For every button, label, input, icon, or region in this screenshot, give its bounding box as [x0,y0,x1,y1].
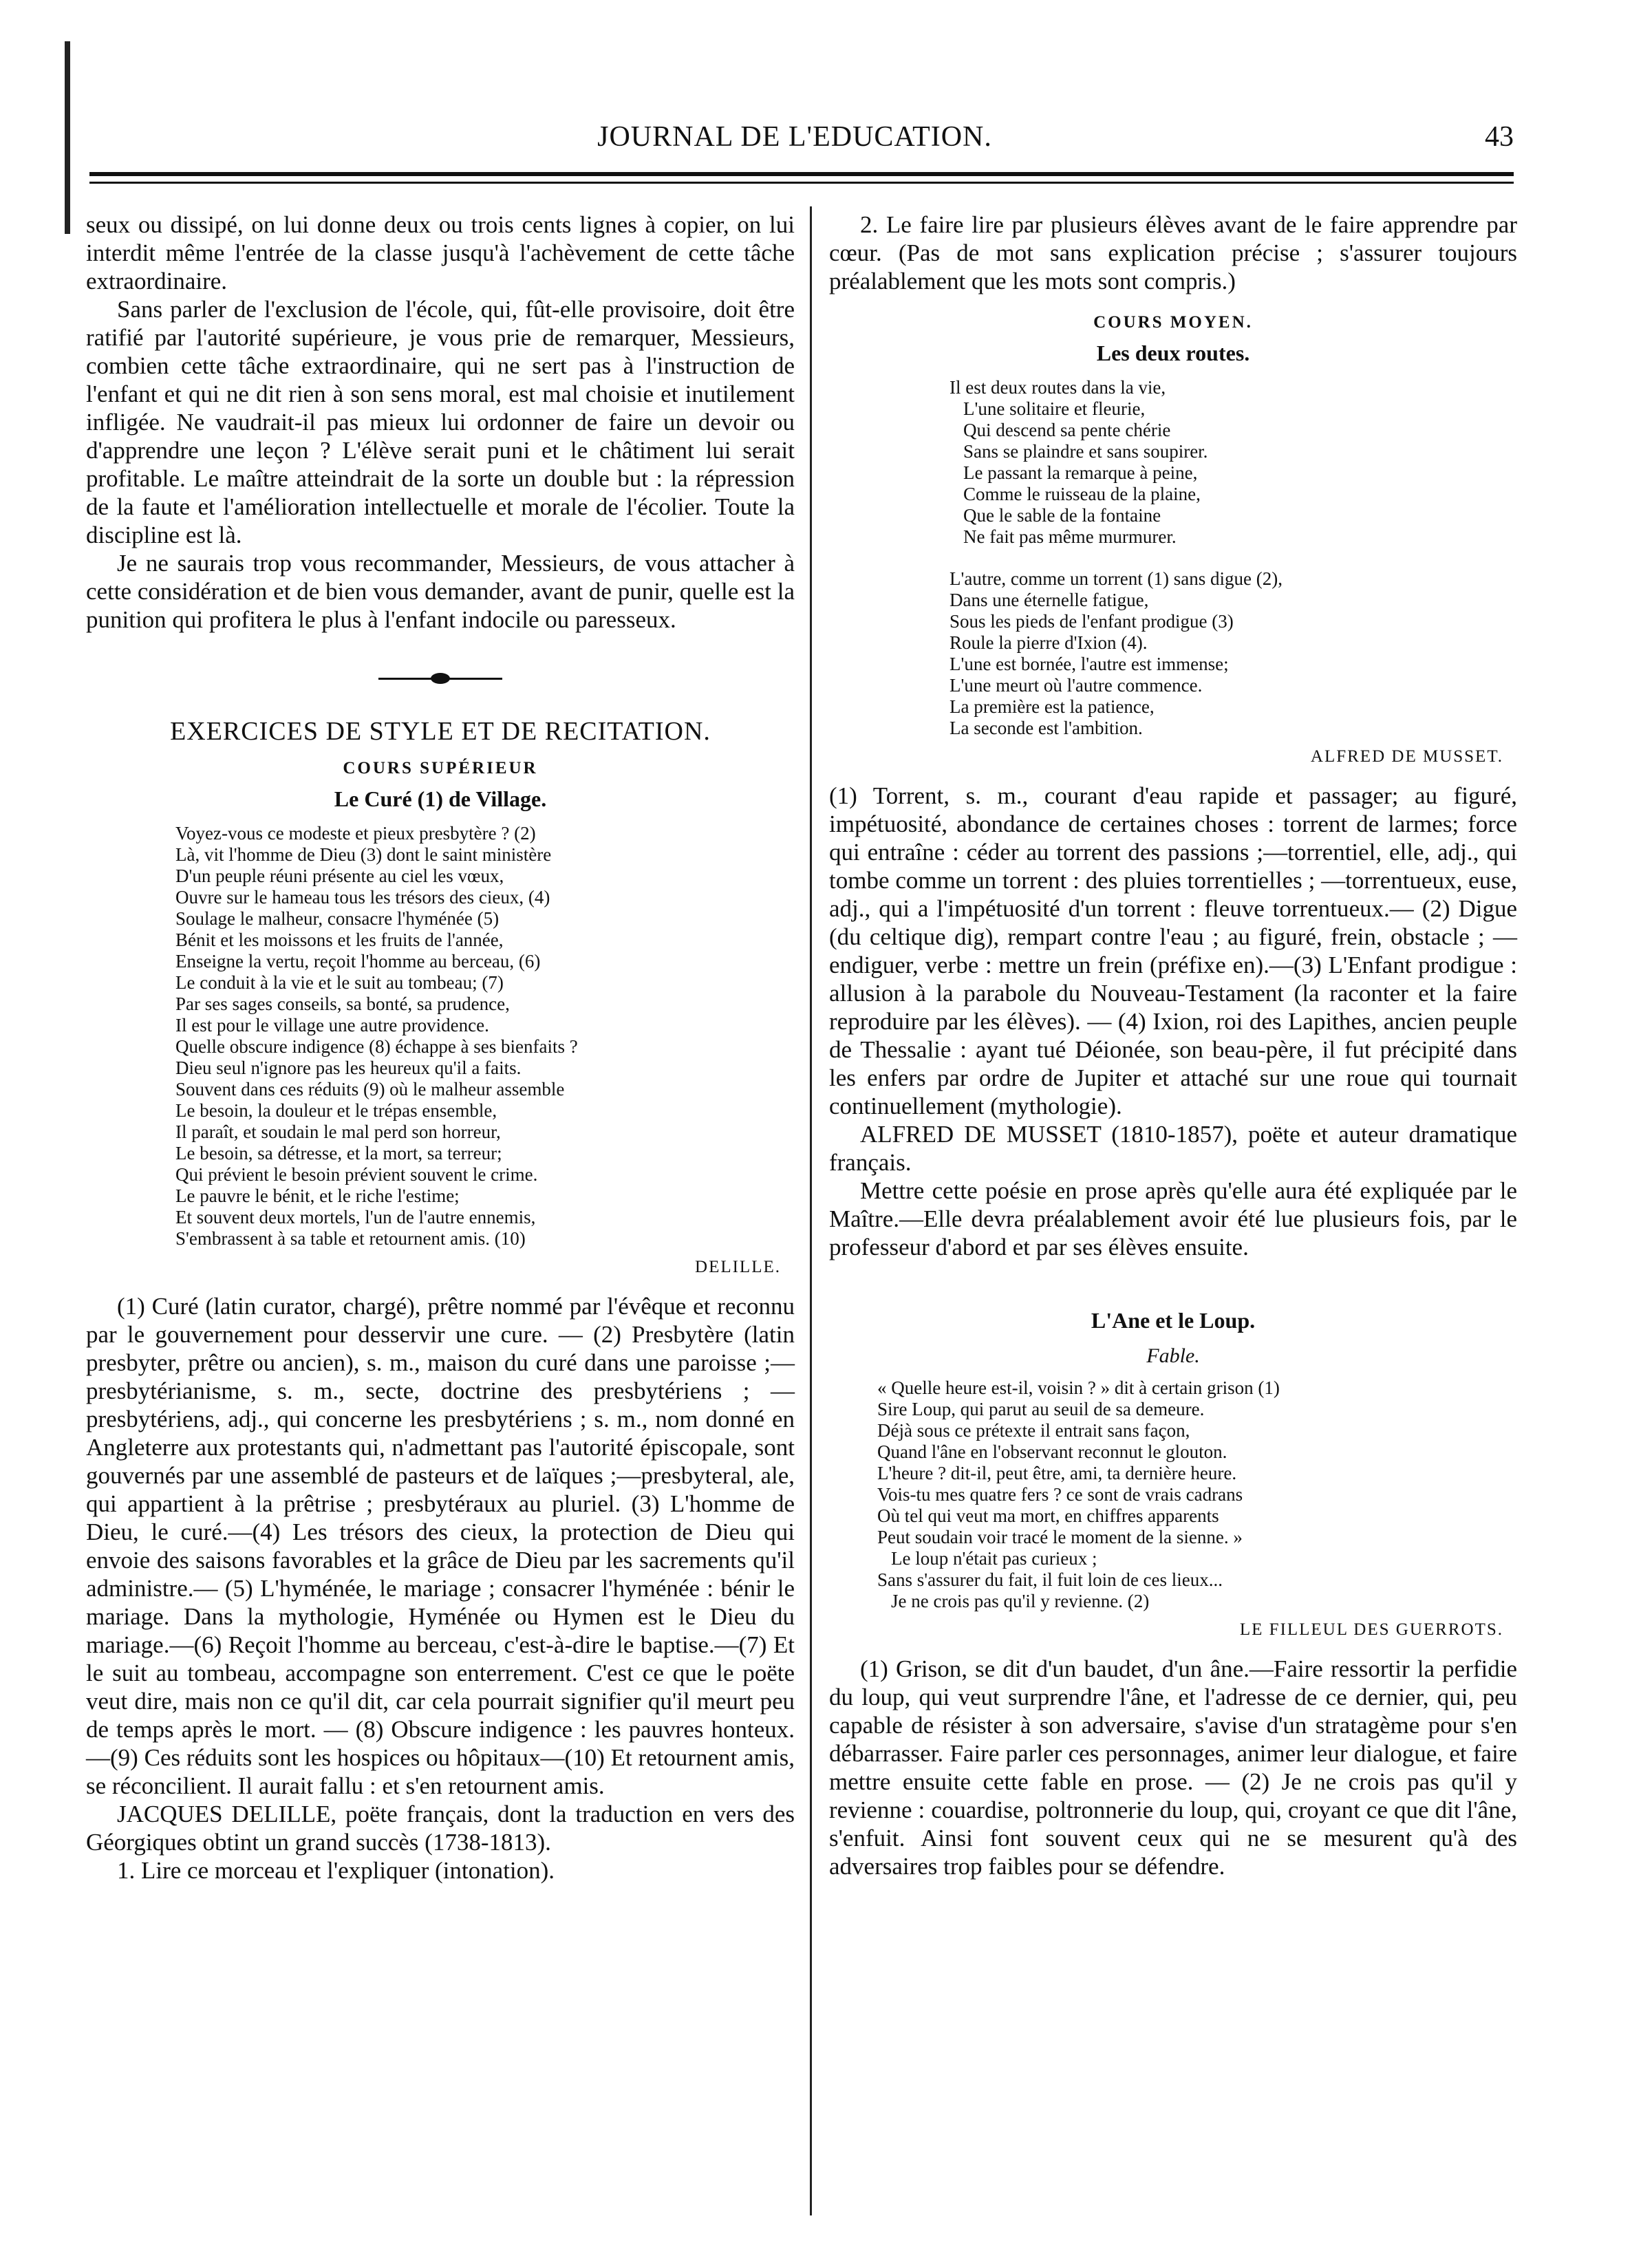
verse-line: La seconde est l'ambition. [950,718,1143,738]
verse-line: Ne fait pas même murmurer. [963,526,1177,547]
verse-line: Déjà sous ce prétexte il entrait sans façon, [877,1420,1190,1441]
verse-line: Le loup n'était pas curieux ; [891,1548,1097,1569]
verse-line: Je ne crois pas qu'il y revienne. (2) [891,1591,1150,1611]
poem-title: Le Curé (1) de Village. [334,786,547,811]
running-title: JOURNAL DE L'EDUCATION. [597,121,992,153]
poem-stanza [829,568,1517,739]
verse-line: Dans une éternelle fatigue, [950,590,1149,610]
verse-line: Soulage le malheur, consacre l'hyménée (5) [175,908,500,929]
fable-text [829,1377,1517,1612]
verse-line: Le besoin, la douleur et le trépas ensemble, [175,1100,497,1121]
column-divider [810,206,812,2215]
verse-line: Sans se plaindre et sans soupirer. [963,441,1208,462]
verse-line: Comme le ruisseau de la plaine, [963,484,1201,504]
verse-line: Sire Loup, qui parut au seuil de sa demeure. [877,1399,1205,1419]
fable-title: L'Ane et le Loup. [1091,1308,1256,1333]
verse-line: Qui descend sa pente chérie [963,420,1171,440]
page-header [76,120,1514,162]
instruction-read: 1. Lire ce morceau et l'expliquer (intonation). [117,1857,555,1884]
verse-line: Peut soudain voir tracé le moment de la sienne. » [877,1527,1243,1547]
verse-line: Sans s'assurer du fait, il fuit loin de ces lieux... [877,1569,1223,1590]
poem-stanza [829,377,1517,548]
paragraph-continued: seux ou dissipé, on lui donne deux ou trois cents lignes à copier, on lui interdit même l'entrée de la classe jusqu'à l'achèvement de cette tâche extraordinaire. [86,211,795,294]
left-column [86,211,795,1885]
verse-line: Ouvre sur le hameau tous les trésors des cieux, (4) [175,887,550,908]
verse-line: L'heure ? dit-il, peut être, ami, ta dernière heure. [877,1463,1237,1483]
poem-author: DELILLE. [695,1258,781,1276]
verse-line: Là, vit l'homme de Dieu (3) dont le saint ministère [175,844,552,865]
verse-line: Et souvent deux mortels, l'un de l'autre ennemis, [175,1207,536,1227]
verse-line: Il est pour le village une autre providence. [175,1015,489,1035]
poem-author: ALFRED DE MUSSET. [1310,747,1503,766]
right-column [829,211,1517,1880]
verse-line: Il paraît, et soudain le mal perd son horreur, [175,1121,501,1142]
instruction-prose: Mettre cette poésie en prose après qu'elle aura été expliquée par le Maître.—Elle devra préalablement avoir été lue plusieurs fois, par le professeur d'abord et par ses élèves ensuite. [829,1177,1517,1260]
section-title: EXERCICES DE STYLE ET DE RECITATION. [170,717,711,746]
verse-line: Dieu seul n'ignore pas les heureux qu'il a faits. [175,1058,522,1078]
fable-subtitle: Fable. [1146,1344,1200,1367]
author-bio: ALFRED DE MUSSET (1810-1857), poëte et auteur dramatique français. [829,1121,1517,1176]
margin-rule [65,41,70,234]
verse-line: Que le sable de la fontaine [963,505,1161,526]
verse-line: Quand l'âne en l'observant reconnut le glouton. [877,1441,1227,1462]
verse-line: Le passant la remarque à peine, [963,462,1198,483]
verse-line: Le besoin, sa détresse, et la mort, sa terreur; [175,1143,502,1163]
verse-line: Qui prévient le besoin prévient souvent le crime. [175,1164,538,1185]
author-bio: JACQUES DELILLE, poëte français, dont la traduction en vers des Géorgiques obtint un grand succès (1738-1813). [86,1801,795,1856]
page-number: 43 [1485,121,1514,153]
verse-line: La première est la patience, [950,696,1155,717]
verse-line: Le conduit à la vie et le suit au tombeau; (7) [175,972,504,993]
verse-line: L'une meurt où l'autre commence. [950,675,1203,696]
header-rule-thin [89,182,1514,184]
verse-line: Souvent dans ces réduits (9) où le malheur assemble [175,1079,565,1099]
verse-line: Quelle obscure indigence (8) échappe à ses bienfaits ? [175,1036,578,1057]
verse-line: Par ses sages conseils, sa bonté, sa prudence, [175,994,510,1014]
verse-line: Bénit et les moissons et les fruits de l'année, [175,930,504,950]
course-label: COURS MOYEN. [1093,313,1253,332]
instruction-recite: 2. Le faire lire par plusieurs élèves avant de le faire apprendre par cœur. (Pas de mot sans explication précise ; s'assurer toujours préalablement que les mots sont compris.) [829,211,1517,294]
fable-author: LE FILLEUL DES GUERROTS. [1239,1620,1503,1639]
verse-line: D'un peuple réuni présente au ciel les vœux, [175,866,504,886]
header-rule-thick [89,172,1514,176]
section-ornament [378,668,502,689]
verse-line: Sous les pieds de l'enfant prodigue (3) [950,611,1234,632]
verse-line: Roule la pierre d'Ixion (4). [950,632,1148,653]
verse-line: Où tel qui veut ma mort, en chiffres apparents [877,1505,1219,1526]
verse-line: Il est deux routes dans la vie, [950,377,1166,398]
fable-notes: (1) Grison, se dit d'un baudet, d'un âne.—Faire ressortir la perfidie du loup, qui veut surprendre l'âne, et l'adresse de ce dernier, qui, peu capable de résister à son adversaire, s'avise d'un stratagème pour s'en débarrasser. Faire parler ces personnages, animer leur dialogue, et faire mettre ensuite cette fable en prose. — (2) Je ne crois pas qu'il y revienne : couardise, poltronnerie du loup, qui, croyant ce que dit l'âne, s'enfuit. Ainsi font souvent ceux qui ne se mesurent qu'à des adversaires trop faibles pour se défendre. [829,1655,1517,1880]
poem-cure [86,823,795,1249]
verse-line: Enseigne la vertu, reçoit l'homme au berceau, (6) [175,951,541,972]
verse-line: S'embrassent à sa table et retournent amis. (10) [175,1228,526,1249]
paragraph-recommendation: Je ne saurais trop vous recommander, Messieurs, de vous attacher à cette considération et de bien vous demander, avant de punir, quelle est la punition qui profitera le plus à l'enfant indocile ou paresseux. [86,550,795,633]
verse-line: Vois-tu mes quatre fers ? ce sont de vrais cadrans [877,1484,1243,1505]
verse-line: L'une est bornée, l'autre est immense; [950,654,1229,674]
verse-line: Voyez-vous ce modeste et pieux presbytère ? (2) [175,823,536,844]
verse-line: « Quelle heure est-il, voisin ? » dit à certain grison (1) [877,1377,1280,1398]
poem-title: Les deux routes. [1096,341,1250,365]
poem-notes: (1) Curé (latin curator, chargé), prêtre nommé par l'évêque et reconnu par le gouvernement pour desservir une cure. — (2) Presbytère (latin presbyter, prêtre ou ancien), s. m., maison du curé dans une paroisse ;—presbytérianisme, s. m., secte, doctrine des presbytériens ; —presbytériens, adj., qui concerne les presbytériens ; s. m., nom donné en Angleterre aux protestants qui, n'admettant pas l'autorité épiscopale, sont gouvernés par une assemblé de pasteurs et de laïques ;—presbyteral, ale, qui appartient à la prêtrise ; presbytéraux au pluriel. (3) L'homme de Dieu, le curé.—(4) Les trésors des cieux, la protection de Dieu qui envoie des saisons favorables et la grâce de Dieu par les sacrements qu'il administre.— (5) L'hyménée, le mariage ; consacrer l'hyménée : bénir le mariage. Dans la mythologie, Hyménée ou Hymen est le Dieu du mariage.—(6) Reçoit l'homme au berceau, c'est-à-dire le baptise.—(7) Et le suit au tombeau, accompagne son enterrement. C'est ce que le poëte veut dire, mais non ce qu'il dit, car cela pourrait signifier qu'il meurt peu de temps après le mort. — (8) Obscure indigence : les pauvres honteux.—(9) Ces réduits sont les hospices ou hôpitaux—(10) Et retournent amis, se réconcilient. Il aurait fallu : et s'en retournent amis. [86,1293,795,1799]
course-label: COURS SUPÉRIEUR [343,759,538,777]
verse-line: L'une solitaire et fleurie, [963,398,1146,419]
verse-line: L'autre, comme un torrent (1) sans digue (2), [950,568,1283,589]
poem-notes: (1) Torrent, s. m., courant d'eau rapide et passager; au figuré, impétuosité, abondance de certaines choses : torrent de larmes; force qui entraîne : céder au torrent des passions ;—torrentiel, elle, adj., qui tombe comme un torrent : des pluies torrentielles ; —torrentueux, euse, adj., qui a l'impétuosité d'un torrent : fleuve torrentueux.— (2) Digue (du celtique dig), rempart contre l'eau ; au figuré, frein, obstacle ; —endiguer, verbe : mettre un frein (préfixe en).—(3) L'Enfant prodigue : allusion à la parabole du Nouveau-Testament (la raconter et la faire reproduire par les élèves). — (4) Ixion, roi des Lapithes, ancien peuple de Thessalie : ayant tué Déionée, son beau-père, il fut précipité dans les enfers par ordre de Jupiter et attaché sur une roue qui tournait continuellement (mythologie). [829,782,1517,1119]
paragraph-discipline: Sans parler de l'exclusion de l'école, qui, fût-elle provisoire, doit être ratifié par l'autorité supérieure, je vous prie de remarquer, Messieurs, combien cette tâche extraordinaire, qui ne sert pas à l'instruction de l'enfant et qui ne dit rien à son sens moral, est mal choisie et inutilement infligée. Ne vaudrait-il pas mieux lui ordonner de faire un devoir ou d'apprendre une leçon ? L'élève serait puni et le châtiment lui serait profitable. Le maître atteindrait de la sorte un double but : la répression de la faute et l'amélioration intellectuelle et morale de l'écolier. Toute la discipline est là. [86,296,795,548]
verse-line: Le pauvre le bénit, et le riche l'estime; [175,1185,460,1206]
